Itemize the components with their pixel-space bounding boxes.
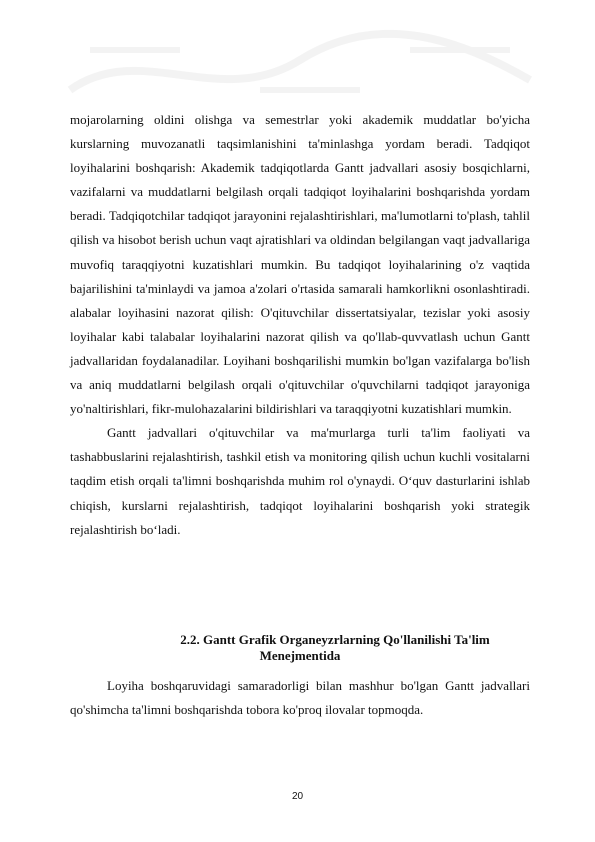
section-heading-line-1: 2.2. Gantt Grafik Organeyzrlarning Qo'llanilishi Ta'lim (180, 632, 490, 647)
paragraph-2: Gantt jadvallari o'qituvchilar va ma'murlarga turli ta'lim faoliyati va tashabbuslarini rejalashtirish, tashkil etish va monitoring qilish uchun kuchli vositalarni taqdim etish orqali ta'limni boshqarishda muhim rol o'ynaydi. O‘quv dasturlarini ishlab chiqish, kurslarni rejalashtirish, tadqiqot loyihalarini boshqarish yoki strategik rejalashtirish bo‘ladi. (70, 425, 530, 537)
paragraph-3: Loyiha boshqaruvidagi samaradorligi bilan mashhur bo'lgan Gantt jadvallari qo'shimcha ta'limni boshqarishda tobora ko'proq ilovalar topmoqda. (70, 678, 530, 718)
body-text (70, 108, 530, 542)
watermark-graphic (60, 20, 540, 120)
body-text-continued (70, 674, 530, 722)
page-number: 20 (291, 791, 304, 802)
section-heading-line-2: Menejmentida (259, 648, 341, 663)
section-heading (70, 632, 530, 664)
paragraph-1: mojarolarning oldini olishga va semestrlar yoki akademik muddatlar bo'yicha kurslarning muvozanatli taqsimlanishini ta'minlashga yordam beradi. Tadqiqot loyihalarini boshqarish: Akademik tadqiqotlarda Gantt jadvallari asosiy bosqichlarni, vazifalarni va muddatlarni belgilash orqali tadqiqot loyihalarini boshqarishda yordam beradi. Tadqiqotchilar tadqiqot jarayonini rejalashtirishlari, ma'lumotlarni to'plash, tahlil qilish va hisobot berish uchun vaqt ajratishlari va oldindan belgilangan vaqt jadvallariga muvofiq taraqqiyotni kuzatishlari mumkin. Bu tadqiqot loyihalarining o'z vaqtida bajarilishini ta'minlaydi va jamoa a'zolari o'rtasida samarali hamkorlikni osonlashtiradi. alabalar loyihasini nazorat qilish: O'qituvchilar dissertatsiyalar, tezislar yoki asosiy loyihalar kabi talabalar loyihalarini nazorat qilish va qo'llab-quvvatlash uchun Gantt jadvallaridan foydalanadilar. Loyihani boshqarilishi mumkin bo'lgan vazifalarga bo'lish va aniq muddatlarni belgilash orqali o'qituvchilar o'quvchilarni tadqiqot jarayoniga yo'naltirishlari, fikr-mulohazalarini bildirishlari va taraqqiyotni kuzatishlari mumkin. (70, 112, 530, 417)
